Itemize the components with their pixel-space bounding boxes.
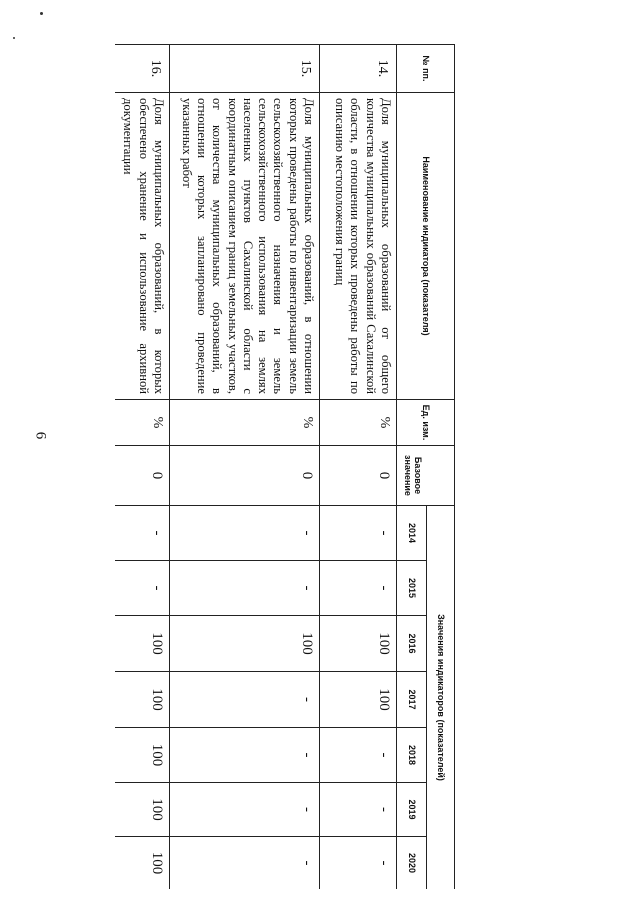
header-num: № пп.	[397, 45, 455, 93]
table-row	[170, 45, 320, 890]
base-value: 0	[320, 446, 397, 506]
year-value: 100	[170, 616, 320, 672]
year-value: -	[320, 837, 397, 890]
year-value: -	[170, 783, 320, 837]
year-value: -	[320, 506, 397, 561]
base-value: 0	[115, 446, 170, 506]
header-year: 2015	[397, 561, 427, 616]
indicator-name: Доля муниципальных образований, в которых обеспечено хранение и использование архивной документации	[115, 93, 170, 400]
indicator-name: Доля муниципальных образований от общего количества муниципальных образований Сахалинской области, в отношении которых проведены работы по описанию местоположения границ	[320, 93, 397, 400]
header-name: Наименование индикатора (показателя)	[397, 93, 455, 400]
year-value: -	[170, 672, 320, 728]
table-row	[115, 45, 170, 890]
year-value: 100	[115, 837, 170, 890]
header-year: 2016	[397, 616, 427, 672]
table-row	[320, 45, 397, 890]
year-value: -	[320, 728, 397, 783]
indicator-unit: %	[115, 400, 170, 446]
indicators-table	[115, 44, 455, 889]
scan-mark	[13, 37, 15, 39]
indicator-name: Доля муниципальных образований, в отношении которых проведены работы по инвентаризации земель сельскохозяйственного назначения и земель сельскохозяйственного использования на землях населенных пунктов Сахалинской области с координатным описанием границ земельных участков, от количества муниципальных образований, в отношении которых запланировано проведение указанных работ	[170, 93, 320, 400]
header-year: 2020	[397, 837, 427, 890]
header-unit: Ед. изм.	[397, 400, 455, 446]
year-value: -	[170, 506, 320, 561]
year-value: -	[320, 561, 397, 616]
year-value: -	[115, 561, 170, 616]
header-year: 2017	[397, 672, 427, 728]
header-year: 2019	[397, 783, 427, 837]
year-value: -	[170, 561, 320, 616]
year-value: -	[170, 837, 320, 890]
year-value: 100	[115, 728, 170, 783]
page-number: 6	[32, 431, 49, 440]
indicator-unit: %	[320, 400, 397, 446]
year-value: -	[320, 783, 397, 837]
year-value: 100	[115, 616, 170, 672]
row-number: 15.	[170, 45, 320, 93]
header-year: 2018	[397, 728, 427, 783]
header-year: 2014	[397, 506, 427, 561]
year-value: 100	[320, 672, 397, 728]
header-base: Базовое значение	[397, 446, 427, 506]
row-number: 16.	[115, 45, 170, 93]
indicator-unit: %	[170, 400, 320, 446]
row-number: 14.	[320, 45, 397, 93]
year-value: 100	[115, 672, 170, 728]
year-value: -	[170, 728, 320, 783]
year-value: 100	[320, 616, 397, 672]
base-value: 0	[170, 446, 320, 506]
rotated-table-container	[115, 44, 455, 889]
year-value: -	[115, 506, 170, 561]
scan-mark	[40, 12, 43, 15]
year-value: 100	[115, 783, 170, 837]
header-values-group: Значения индикаторов (показателей)	[427, 506, 455, 890]
